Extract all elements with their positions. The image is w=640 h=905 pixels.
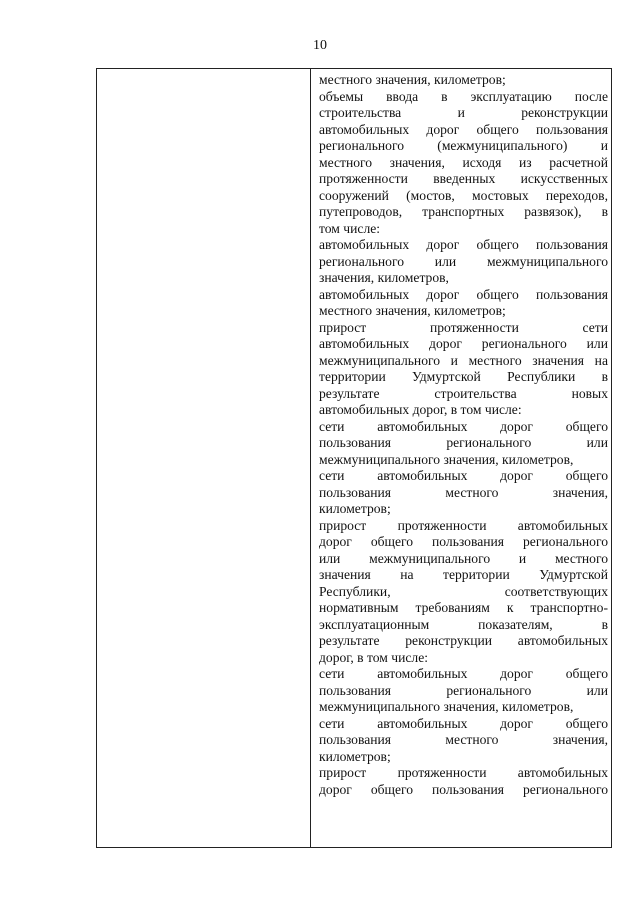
document-table (96, 68, 612, 848)
text-line: нормативным требованиям к транспортно- (319, 600, 608, 615)
text-line: протяженности введенных искусственных (319, 171, 608, 186)
text-line: строительства и реконструкции (319, 105, 608, 120)
text-line: том числе: (319, 220, 381, 236)
text-line: или межмуниципального и местного (319, 550, 608, 566)
text-line: значения на территории Удмуртской (319, 567, 608, 582)
text-line: сети автомобильных дорог общего (319, 418, 608, 434)
text-line: прирост протяженности автомобильных (319, 765, 608, 780)
text-line: местного значения, километров; (319, 72, 506, 87)
text-line: сети автомобильных дорог общего (319, 666, 608, 681)
text-line: регионального или межмуниципального (319, 253, 608, 269)
page-number: 10 (313, 38, 327, 53)
text-line: прирост протяженности автомобильных (319, 517, 608, 533)
text-line: межмуниципального значения, километров, (319, 451, 574, 467)
text-line: автомобильных дорог общего пользования (319, 121, 608, 137)
text-line: автомобильных дорог общего пользования (319, 237, 608, 252)
text-line: пользования местного значения, (319, 484, 608, 500)
text-line: местного значения, километров; (319, 303, 506, 318)
text-line: межмуниципального значения, километров, (319, 699, 574, 714)
text-line: объемы ввода в эксплуатацию после (319, 88, 608, 104)
text-line: прирост протяженности сети (319, 319, 608, 335)
text-line: путепроводов, транспортных развязок), в (319, 204, 608, 219)
text-line: сети автомобильных дорог общего (319, 468, 608, 483)
text-line: Республики, соответствующих (319, 583, 608, 599)
text-line: дорог, в том числе: (319, 649, 429, 665)
text-line: километров; (319, 501, 391, 516)
text-line: сооружений (мостов, мостовых переходов, (319, 187, 608, 203)
text-line: дорог общего пользования регионального (319, 534, 608, 549)
text-line: километров; (319, 748, 391, 764)
text-line: автомобильных дорог регионального или (319, 336, 608, 351)
text-line: пользования регионального или (319, 435, 608, 450)
text-line: результате реконструкции автомобильных (319, 633, 608, 648)
text-line: автомобильных дорог, в том числе: (319, 402, 522, 417)
text-line: эксплуатационным показателям, в (319, 616, 608, 632)
text-line: регионального (межмуниципального) и (319, 138, 608, 153)
text-line: местного значения, исходя из расчетной (319, 154, 608, 170)
text-line: межмуниципального и местного значения на (319, 352, 608, 368)
text-line: сети автомобильных дорог общего (319, 715, 608, 731)
table-cell-right (319, 72, 608, 798)
text-line: значения, километров, (319, 270, 449, 285)
text-line: пользования местного значения, (319, 732, 608, 747)
text-line: дорог общего пользования регионального (319, 781, 608, 797)
text-line: результате строительства новых (319, 385, 608, 401)
text-line: автомобильных дорог общего пользования (319, 286, 608, 302)
text-line: территории Удмуртской Республики в (319, 369, 608, 384)
column-divider (310, 69, 311, 847)
text-line: пользования регионального или (319, 682, 608, 698)
